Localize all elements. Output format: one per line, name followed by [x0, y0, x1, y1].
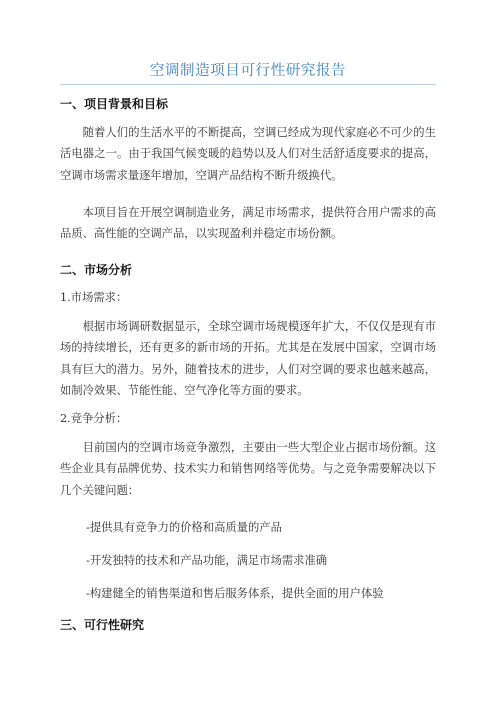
section2-subheading-2: 2.竞争分析： — [60, 412, 128, 425]
list-item: -提供具有竞争力的价格和高质量的产品 — [86, 521, 282, 534]
title-divider — [60, 84, 436, 85]
section1-paragraph-2: 本项目旨在开展空调制造业务，满足市场需求，提供符合用户需求的高品质、高性能的空调产品，以实现盈利并稳定市场份额。 — [60, 206, 436, 241]
section2-subheading-1: 1.市场需求： — [60, 291, 128, 304]
section2-paragraph-1: 根据市场调研数据显示，全球空调市场规模逐年扩大，不仅仅是现有市场的持续增长，还有更多的新市场的开拓。尤其是在发展中国家，空调市场具有巨大的潜力。另外，随着技术的进步，人们对空调的要求也越来越高，如制冷效果、节能性能、空气净化等方面的要求。 — [60, 320, 436, 397]
section2-paragraph-2: 目前国内的空调市场竞争激烈，主要由一些大型企业占据市场份额。这些企业具有品牌优势、技术实力和销售网络等优势。与之竞争需要解决以下几个关键问题： — [60, 441, 436, 497]
page-title: 空调制造项目可行性研究报告 — [149, 63, 347, 79]
list-item: -开发独特的技术和产品功能，满足市场需求准确 — [86, 554, 328, 567]
section2-heading: 二、市场分析 — [60, 263, 133, 277]
section1-heading: 一、项目背景和目标 — [60, 97, 169, 111]
section3-heading: 三、可行性研究 — [60, 618, 145, 632]
list-item: -构建健全的销售渠道和售后服务体系，提供全面的用户体验 — [86, 587, 384, 600]
section1-paragraph-1: 随着人们的生活水平的不断提高，空调已经成为现代家庭必不可少的生活电器之一。由于我国气候变暖的趋势以及人们对生活舒适度要求的提高，空调市场需求量逐年增加，空调产品结构不断升级换代。 — [60, 126, 436, 182]
